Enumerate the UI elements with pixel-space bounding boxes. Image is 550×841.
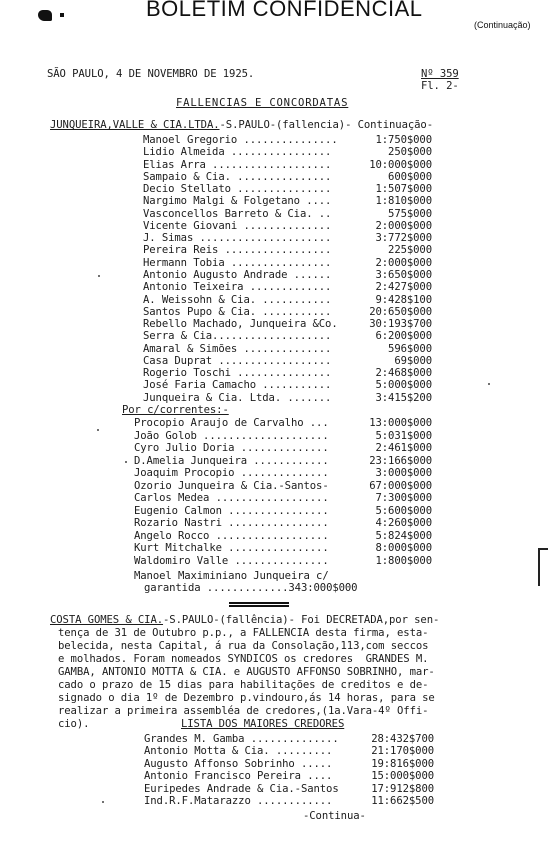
creditor-name: Nargimo Malgi & Folgetano .... (143, 195, 332, 208)
creditor-name: Joaquim Procopio .............. (134, 467, 329, 479)
creditor-amount: 225$000 (388, 244, 432, 257)
creditor-row (134, 530, 432, 543)
largest-creditors-title: LISTA DOS MAIORES CREDORES (181, 718, 345, 730)
creditor-name: Junqueira & Cia. Ltda. ....... (143, 391, 332, 404)
creditor-row (143, 159, 432, 172)
creditor-amount: 28:432$700 (371, 733, 434, 745)
creditor-name: Antonio Francisco Pereira .... (144, 770, 333, 783)
creditor-row (143, 208, 432, 221)
creditor-name: Waldomiro Valle ............... (134, 554, 329, 567)
bulletin-title: BOLETIM CONFIDENCIAL (146, 0, 423, 21)
creditor-name: Decio Stellato ............... (143, 183, 332, 196)
creditor-row (144, 783, 434, 796)
creditor-name: J. Simas ..................... (143, 232, 332, 245)
creditor-name: Rozario Nastri ................ (134, 517, 329, 529)
creditor-name: Rebello Machado, Junqueira &Co. (143, 318, 338, 331)
creditor-name: Vicente Giovani .............. (143, 219, 332, 232)
creditor-name: Eugenio Calmon ................ (134, 504, 329, 517)
creditor-name: Elias Arra ................... (143, 158, 332, 171)
creditor-amount: 3:000$000 (375, 467, 432, 479)
case1-heading-rest: -S.PAULO-(fallencia)- Continuação- (219, 119, 433, 131)
creditor-row (143, 379, 432, 392)
scan-speck (97, 429, 99, 431)
creditor-row (144, 758, 434, 771)
creditor-name: Kurt Mitchalke ................ (134, 542, 329, 554)
creditor-amount: 3:650$000 (375, 268, 432, 281)
case1-firm: JUNQUEIRA,VALLE & CIA.LTDA. (50, 119, 220, 131)
case2-line-8: realizar a primeira assembléa de credores,(1a.Vara-4º Offi- (58, 705, 429, 717)
creditor-amount: 2:000$000 (375, 256, 432, 269)
creditor-amount: 5:000$000 (375, 379, 432, 392)
creditor-name: Rogerio Toschi ............... (143, 367, 332, 380)
creditor-name: A. Weissohn & Cia. ........... (143, 293, 332, 306)
creditor-row (143, 343, 432, 356)
creditor-row (144, 745, 434, 758)
creditor-name: Augusto Affonso Sobrinho ..... (144, 757, 333, 770)
creditor-amount: 23:166$000 (369, 454, 432, 467)
creditor-row (134, 480, 432, 493)
creditor-row (143, 232, 432, 245)
case2-line-6: cado o prazo de 15 dias para habilitações de creditos e de- (58, 679, 429, 691)
scan-speck (98, 275, 100, 277)
creditor-name: Grandes M. Gamba .............. (144, 733, 339, 745)
creditor-name: Sampaio & Cia. ............... (143, 170, 332, 183)
creditor-row (143, 257, 432, 270)
creditor-row (134, 542, 432, 555)
creditor-amount: 69$000 (394, 354, 432, 367)
creditor-row (143, 134, 432, 147)
creditor-name: Lidio Almeida ................ (143, 146, 332, 159)
creditor-row (143, 306, 432, 319)
creditor-name: Hermann Tobia ................ (143, 256, 332, 269)
creditor-name: Carlos Medea .................. (134, 492, 329, 504)
creditor-row (143, 318, 432, 331)
creditor-amount: 67:000$000 (369, 479, 432, 492)
creditor-name: Antonio Teixeira ............. (143, 281, 332, 294)
creditor-name: Ozorio Junqueira & Cia.-Santos- (134, 479, 329, 492)
creditor-amount: 3:772$000 (375, 232, 432, 245)
creditor-row (134, 467, 432, 480)
case2-line-9: cio). (58, 718, 90, 730)
creditor-row (143, 195, 432, 208)
creditor-name: José Faria Camacho ........... (143, 379, 332, 392)
guarantee-label: garantida ............. (144, 582, 289, 594)
creditor-name: Pereira Reis ................. (143, 244, 332, 257)
creditor-amount: 1:800$000 (375, 554, 432, 567)
creditor-row (143, 269, 432, 282)
creditor-amount: 11:662$500 (371, 795, 434, 807)
creditor-name: D.Amelia Junqueira ............ (134, 454, 329, 467)
creditor-row (134, 505, 432, 518)
creditor-amount: 2:461$000 (375, 442, 432, 454)
logo-dot (60, 13, 64, 17)
creditor-amount: 2:468$000 (375, 367, 432, 380)
creditor-name: Casa Duprat .................. (143, 354, 332, 367)
creditor-amount: 4:260$000 (375, 517, 432, 529)
scan-speck (102, 801, 104, 803)
creditor-name: Antonio Motta & Cia. ......... (144, 745, 333, 758)
creditor-amount: 19:816$000 (371, 757, 434, 770)
guarantee-amount: 343:000$000 (288, 582, 358, 594)
creditor-row (143, 330, 432, 343)
creditor-amount: 5:600$000 (375, 504, 432, 517)
creditor-amount: 2:427$000 (375, 281, 432, 294)
creditor-row (143, 146, 432, 159)
separator-rule-top (229, 602, 289, 604)
creditor-name: Cyro Julio Doria .............. (134, 442, 329, 454)
sheet-number: Fl. 2- (421, 80, 459, 92)
creditor-amount: 575$000 (388, 207, 432, 220)
creditor-amount: 13:000$000 (369, 417, 432, 429)
bulletin-logo (38, 10, 52, 21)
creditor-row (143, 294, 432, 307)
creditor-amount: 8:000$000 (375, 542, 432, 554)
creditor-amount: 17:912$800 (371, 782, 434, 795)
scan-speck (488, 383, 490, 385)
case2-line-4: e molhados. Foram nomeados SYNDICOS os credores GRANDES M. (58, 653, 429, 665)
creditor-amount: 7:300$000 (375, 492, 432, 504)
creditor-row (143, 183, 432, 196)
creditor-amount: 6:200$000 (375, 330, 432, 343)
creditor-name: Serra & Cia................... (143, 330, 332, 343)
creditor-name: Santos Pupo & Cia. ........... (143, 305, 332, 318)
creditor-amount: 596$000 (388, 342, 432, 355)
creditor-amount: 3:415$200 (375, 391, 432, 404)
creditor-row (143, 355, 432, 368)
case2-line-7: signado o dia 1º de Dezembro p.vindouro,ás 14 horas, para se (58, 692, 435, 704)
creditor-amount: 1:507$000 (375, 183, 432, 196)
creditor-amount: 250$000 (388, 146, 432, 159)
creditor-name: João Golob .................... (134, 429, 329, 442)
case2-line-3: belecida, nesta Capital, á rua da Consolação,113,com seccos (58, 640, 429, 652)
guarantee-line-1: Manoel Maximiniano Junqueira c/ (134, 570, 329, 582)
scan-speck (125, 461, 127, 463)
creditor-amount: 2:000$000 (375, 219, 432, 232)
continuation-label: (Continuação) (474, 20, 531, 30)
creditor-row (134, 555, 432, 568)
creditor-row (134, 430, 432, 443)
guarantee-line-2 (144, 582, 357, 594)
creditor-row (134, 455, 432, 468)
creditor-amount: 600$000 (388, 170, 432, 183)
creditor-row (143, 367, 432, 380)
creditor-row (144, 795, 434, 808)
creditor-amount: 5:824$000 (375, 529, 432, 542)
creditor-amount: 20:650$000 (369, 305, 432, 318)
creditor-row (134, 492, 432, 505)
case1-heading (50, 119, 433, 131)
creditor-amount: 5:031$000 (375, 429, 432, 442)
section-title: FALLENCIAS E CONCORDATAS (176, 97, 349, 109)
creditor-name: Angelo Rocco .................. (134, 529, 329, 542)
separator-rule-bottom (229, 605, 289, 607)
creditor-row (144, 733, 434, 746)
creditor-row (143, 392, 432, 405)
creditor-row (134, 517, 432, 530)
case2-line-2: tença de 31 de Outubro p.p., a FALLENCIA desta firma, esta- (58, 627, 429, 639)
creditor-row (144, 770, 434, 783)
creditor-amount: 1:750$000 (375, 134, 432, 146)
creditor-name: Antonio Augusto Andrade ...... (143, 268, 332, 281)
creditor-amount: 10:000$000 (369, 158, 432, 171)
continua-label: -Continua- (303, 810, 366, 822)
creditor-name: Ind.R.F.Matarazzo ............ (144, 795, 333, 807)
place-date: SÃO PAULO, 4 DE NOVEMBRO DE 1925. (47, 68, 255, 80)
creditor-row (143, 220, 432, 233)
creditor-name: Euripedes Andrade & Cia.-Santos (144, 782, 339, 795)
creditor-row (134, 417, 432, 430)
creditor-amount: 1:810$000 (375, 195, 432, 208)
creditor-amount: 15:000$000 (371, 770, 434, 783)
creditor-row (143, 171, 432, 184)
case2-line-1-text: -S.PAULO-(fallência)- Foi DECRETADA,por sen- (163, 614, 440, 626)
creditor-row (143, 281, 432, 294)
creditor-name: Manoel Gregorio ............... (143, 134, 338, 146)
creditor-row (143, 244, 432, 257)
case2-line-1 (50, 614, 439, 626)
creditor-amount: 21:170$000 (371, 745, 434, 758)
creditor-amount: 9:428$100 (375, 293, 432, 306)
case2-line-5: GAMBA, ANTONIO MOTTA & CIA. e AUGUSTO AFFONSO SOBRINHO, mar- (58, 666, 435, 678)
accounts-heading: Por c/correntes:- (122, 404, 229, 416)
creditor-name: Procopio Araujo de Carvalho ... (134, 417, 329, 429)
edge-mark (538, 548, 548, 586)
creditor-name: Amaral & Simões .............. (143, 342, 332, 355)
creditor-row (134, 442, 432, 455)
case2-firm: COSTA GOMES & CIA. (50, 614, 164, 626)
creditor-amount: 30:193$700 (369, 318, 432, 331)
creditor-name: Vasconcellos Barreto & Cia. .. (143, 207, 332, 220)
bulletin-number: Nº 359 (421, 68, 459, 80)
